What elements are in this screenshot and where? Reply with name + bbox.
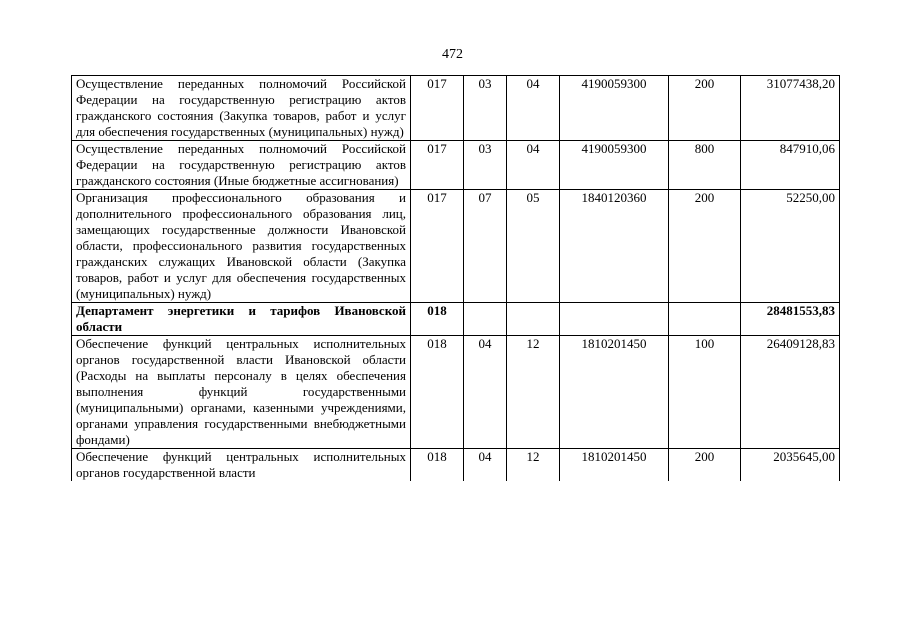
row-expense-type [669, 303, 741, 336]
row-description: Обеспечение функций центральных исполнительных органов государственной власти Ивановской области (Расходы на выплаты персоналу в целях обеспечения выполнения функций государственными (муниципальными) органами, казенными учреждениями, органами управления государственными внебюджетными фондами) [72, 336, 411, 449]
row-target-code [560, 303, 669, 336]
row-section-code [464, 303, 507, 336]
row-target-code: 4190059300 [560, 141, 669, 190]
row-section-code: 07 [464, 190, 507, 303]
row-description: Департамент энергетики и тарифов Ивановской области [72, 303, 411, 336]
row-description: Организация профессионального образования и дополнительного профессионального образования лиц, замещающих государственные должности Ивановской области, профессионального развития государственных гражданских служащих Ивановской области (Закупка товаров, работ и услуг для обеспечения государственных (муниципальных) нужд) [72, 190, 411, 303]
row-section-code: 04 [464, 449, 507, 482]
row-target-code: 1840120360 [560, 190, 669, 303]
row-amount: 847910,06 [741, 141, 840, 190]
row-subsection-code: 05 [507, 190, 560, 303]
row-expense-type: 100 [669, 336, 741, 449]
budget-table [71, 75, 840, 481]
row-target-code: 1810201450 [560, 336, 669, 449]
row-subsection-code: 04 [507, 76, 560, 141]
row-expense-type: 800 [669, 141, 741, 190]
row-amount: 26409128,83 [741, 336, 840, 449]
row-subsection-code: 04 [507, 141, 560, 190]
row-subsection-code: 12 [507, 336, 560, 449]
row-admin-code: 018 [411, 303, 464, 336]
row-subsection-code: 12 [507, 449, 560, 482]
row-section-code: 03 [464, 76, 507, 141]
row-amount: 28481553,83 [741, 303, 840, 336]
row-description: Осуществление переданных полномочий Российской Федерации на государственную регистрацию актов гражданского состояния (Иные бюджетные ассигнования) [72, 141, 411, 190]
table-row [72, 449, 840, 482]
row-admin-code: 018 [411, 336, 464, 449]
row-admin-code: 017 [411, 190, 464, 303]
row-target-code: 1810201450 [560, 449, 669, 482]
row-amount: 31077438,20 [741, 76, 840, 141]
table-row [72, 336, 840, 449]
table-row [72, 76, 840, 141]
row-expense-type: 200 [669, 76, 741, 141]
row-subsection-code [507, 303, 560, 336]
table-row [72, 141, 840, 190]
page-number: 472 [442, 47, 463, 62]
row-target-code: 4190059300 [560, 76, 669, 141]
row-description: Осуществление переданных полномочий Российской Федерации на государственную регистрацию актов гражданского состояния (Закупка товаров, работ и услуг для обеспечения государственных (муниципальных) нужд) [72, 76, 411, 141]
table-row [72, 303, 840, 336]
row-admin-code: 017 [411, 141, 464, 190]
row-amount: 52250,00 [741, 190, 840, 303]
row-amount: 2035645,00 [741, 449, 840, 482]
table-row [72, 190, 840, 303]
row-section-code: 03 [464, 141, 507, 190]
row-admin-code: 018 [411, 449, 464, 482]
row-description: Обеспечение функций центральных исполнительных органов государственной власти [72, 449, 411, 482]
row-section-code: 04 [464, 336, 507, 449]
row-expense-type: 200 [669, 190, 741, 303]
row-expense-type: 200 [669, 449, 741, 482]
row-admin-code: 017 [411, 76, 464, 141]
